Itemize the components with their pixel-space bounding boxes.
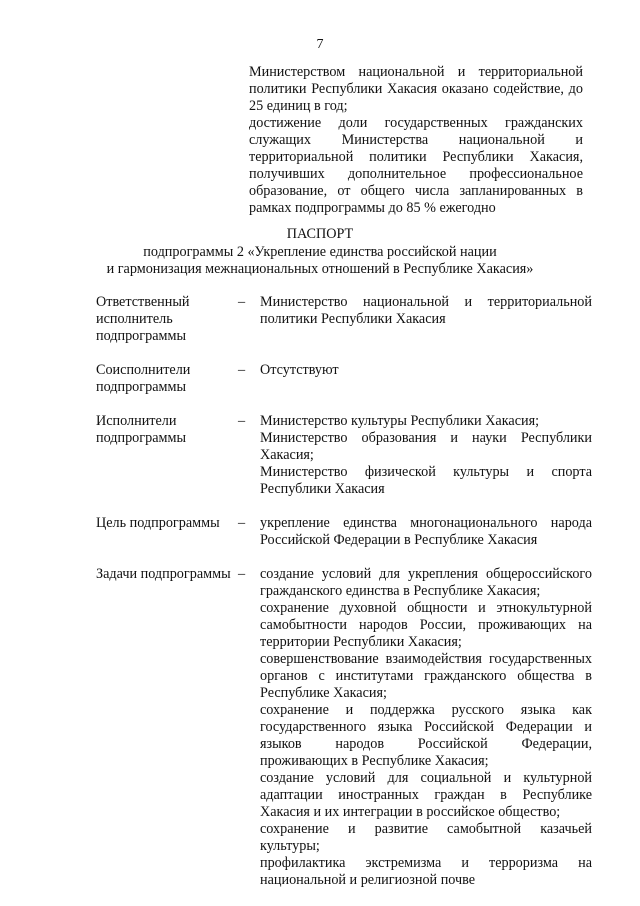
page-number: 7 [316,37,324,52]
row-value [260,566,592,889]
row-label: Ответственный исполнитель подпрограммы [96,294,190,344]
row-value [260,413,592,498]
row-label: Цель подпрограммы [96,515,220,531]
row-value-line: укрепление единства многонационального народа Российской Федерации в Республике Хакасия [260,515,592,548]
row-dash: – [238,362,246,378]
row-label: Задачи подпрограммы [96,566,231,582]
row-value-line: Министерство национальной и территориальной политики Республики Хакасия [260,294,592,327]
passport-subtitle-line: подпрограммы 2 «Укрепление единства российской нации [143,244,497,260]
row-value [260,294,592,345]
row-value-line: Отсутствуют [260,362,339,378]
row-dash: – [238,566,246,582]
row-value-line: создание условий для укрепления общероссийского гражданского единства в Республике Хакасия; [260,566,592,599]
passport-table [96,294,592,906]
passport-row-goal [96,515,592,549]
continuation-paragraph: Министерством национальной и территориальной политики Республики Хакасия оказано содействие, до 25 единиц в год; [249,64,583,114]
row-value-line: профилактика экстремизма и терроризма на национальной и религиозной почве [260,855,592,888]
row-value-line: сохранение и поддержка русского языка как государственного языка Российской Федерации и языков народов Российской Федерации, проживающих в Республике Хакасия; [260,702,592,769]
row-value-line: Министерство физической культуры и спорта Республики Хакасия [260,464,592,497]
row-value-line: создание условий для социальной и культурной адаптации иностранных граждан в Республике Хакасия и их интеграции в российское общество; [260,770,592,820]
passport-row-executors [96,413,592,498]
row-label: Исполнители подпрограммы [96,413,186,446]
row-value [260,515,592,549]
row-dash: – [238,413,246,429]
row-value-line: Министерство образования и науки Республики Хакасия; [260,430,592,463]
continuation-text [249,64,583,217]
row-value-line: сохранение духовной общности и этнокультурной самобытности народов России, проживающих на территории Республики Хакасия; [260,600,592,650]
row-value [260,362,592,396]
row-label: Соисполнители подпрограммы [96,362,191,395]
passport-row-responsible [96,294,592,345]
row-dash: – [238,294,246,310]
passport-subtitle [0,244,640,278]
row-value-line: сохранение и развитие самобытной казачьей культуры; [260,821,592,854]
row-value-line: совершенствование взаимодействия государственных органов с институтами гражданского общества в Республике Хакасия; [260,651,592,701]
row-dash: – [238,515,246,531]
passport-title: ПАСПОРТ [286,226,354,242]
passport-subtitle-line: и гармонизация межнациональных отношений в Республике Хакасия» [106,261,534,277]
passport-row-coexecutors [96,362,592,396]
continuation-paragraph: достижение доли государственных гражданских служащих Министерства национальной и территориальной политики Республики Хакасия, получивших дополнительное профессиональное образование, от общего числа запланированных в рамках подпрограммы до 85 % ежегодно [249,115,583,216]
row-value-line: Министерство культуры Республики Хакасия; [260,413,540,429]
passport-row-tasks [96,566,592,889]
